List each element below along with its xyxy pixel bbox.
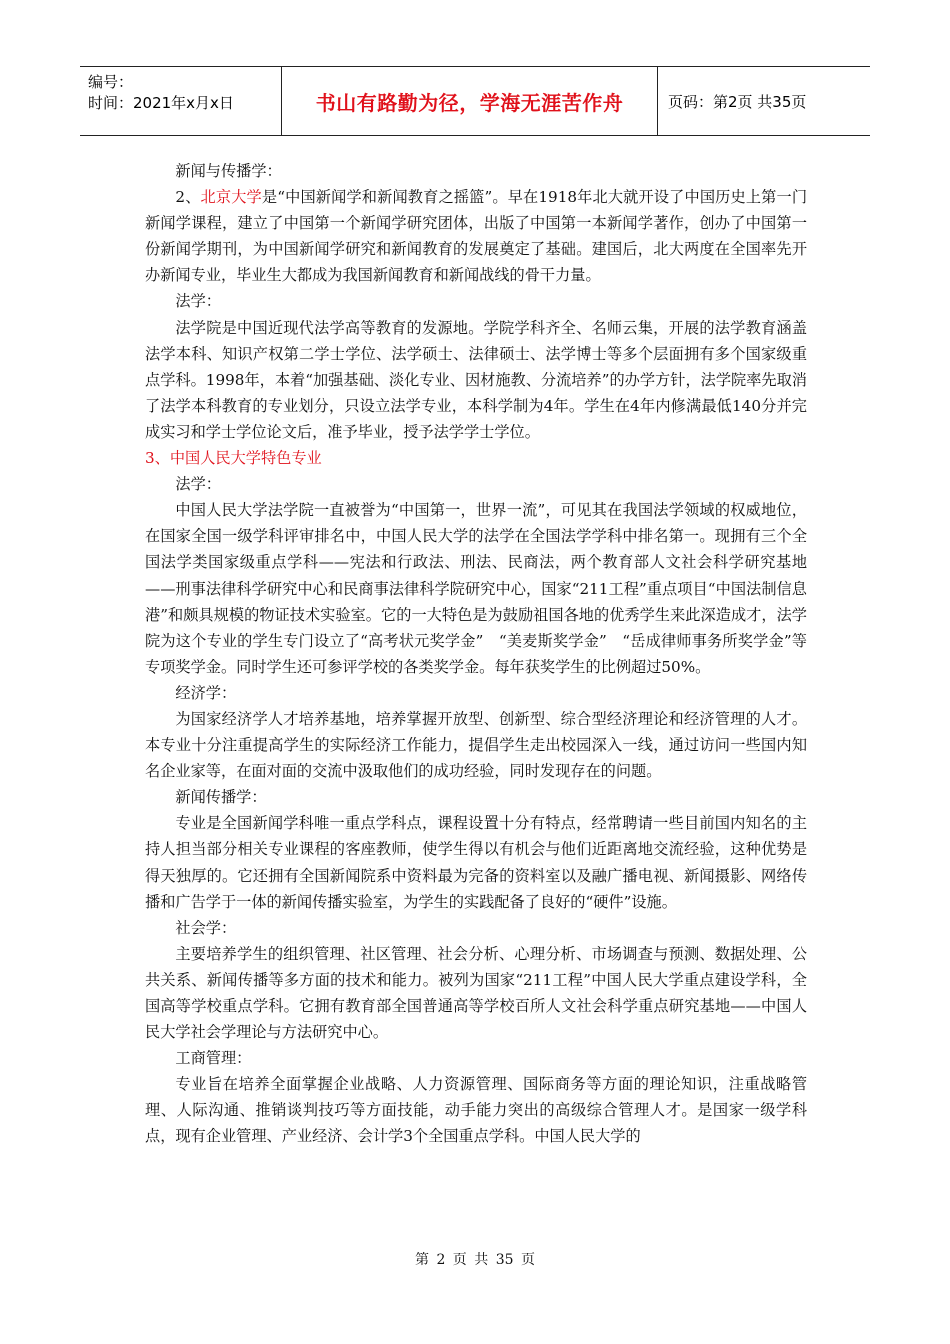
header-page-info: 页码：第2页 共35页 [668,92,807,111]
subheading-ruc-law: 法学： [175,475,221,494]
subheading-economics: 经济学： [175,683,237,702]
section-heading-ruc: 3、中国人民大学特色专业 [145,449,322,468]
page-header [80,66,870,136]
header-meta [80,67,282,135]
page-footer: 第 2 页 共 35 页 [415,1252,535,1268]
paragraph-ruc-law: 中国人民大学法学院一直被誉为“中国第一，世界一流”，可见其在我国法学领域的权威地位，在国家全国一级学科评审排名中，中国人民大学的法学在全国法学学科中排名第一。现拥有三个全国法学类国家级重点学科——宪法和行政法、刑法、民商法，两个教育部人文社会科学研究基地——刑事法律科学研究中心和民商事法律科学院研究中心，国家“211工程”重点项目“中国法制信息港”和颇具规模的物证技术实验室。它的一大特色是为鼓励祖国各地的优秀学生来此深造成才，法学院为这个专业的学生专门设立了“高考状元奖学金” “美麦斯奖学金” “岳成律师事务所奖学金”等专项奖学金。同时学生还可参评学校的各类奖学金。每年获奖学生的比例超过50%。 [145,501,807,676]
subheading-sociology: 社会学： [175,918,237,937]
paragraph-business: 专业旨在培养全面掌握企业战略、人力资源管理、国际商务等方面的理论知识，注重战略管理、人际沟通、推销谈判技巧等方面技能，动手能力突出的高级综合管理人才。是国家一级学科点，现有企业管理、产业经济、会计学3个全国重点学科。中国人民大学的 [145,1075,807,1146]
subheading-law: 法学： [175,292,221,311]
header-motto: 书山有路勤为径，学海无涯苦作舟 [282,67,658,135]
paragraph-text: 是“中国新闻学和新闻教育之摇篮”。早在1918年北大就开设了中国历史上第一门新闻学课程，建立了中国第一个新闻学研究团体，出版了中国第一本新闻学著作，创办了中国第一份新闻学期刊，为中国新闻学研究和新闻教育的发展奠定了基础。建国后，北大两度在全国率先开办新闻专业，毕业生大都成为我国新闻教育和新闻战线的骨干力量。 [145,188,808,285]
subheading-ruc-journalism: 新闻传播学： [175,788,267,807]
paragraph-pku-journalism [145,184,807,288]
paragraph-ruc-journalism: 专业是全国新闻学科唯一重点学科点，课程设置十分有特点，经常聘请一些目前国内知名的主持人担当部分相关专业课程的客座教师，使学生得以有机会与他们近距离地交流经验，这种优势是得天独厚的。它还拥有全国新闻院系中资料最为完备的资料室以及融广播电视、新闻摄影、网络传播和广告学于一体的新闻传播实验室，为学生的实践配备了良好的“硬件”设施。 [145,814,807,911]
header-number-label: 编号： [88,73,134,91]
header-date: 时间：2021年x月x日 [88,94,234,112]
subheading-journalism: 新闻与传播学： [175,162,282,180]
paragraph-pku-law: 法学院是中国近现代法学高等教育的发源地。学院学科齐全、名师云集，开展的法学教育涵盖法学本科、知识产权第二学士学位、法学硕士、法律硕士、法学博士等多个层面拥有多个国家级重点学科。1998年，本着“加强基础、淡化专业、因材施教、分流培养”的办学方针，法学院率先取消了法学本科教育的专业划分，只设立法学专业，本科学制为4年。学生在4年内修满最低140分并完成实习和学士学位论文后，准予毕业，授予法学学士学位。 [145,318,807,441]
paragraph-sociology: 主要培养学生的组织管理、社区管理、社会分析、心理分析、市场调查与预测、数据处理、公共关系、新闻传播等多方面的技术和能力。被列为国家“211工程”中国人民大学重点建设学科，全国高等学校重点学科。它拥有教育部全国普通高等学校百所人文社会科学重点研究基地——中国人民大学社会学理论与方法研究中心。 [145,944,807,1042]
pku-link[interactable]: 北京大学 [200,188,262,207]
item-number: 2、 [175,188,201,207]
paragraph-economics: 为国家经济学人才培养基地，培养掌握开放型、创新型、综合型经济理论和经济管理的人才。本专业十分注重提高学生的实际经济工作能力，提倡学生走出校园深入一线，通过访问一些国内知名企业家等，在面对面的交流中汲取他们的成功经验，同时发现存在的问题。 [145,709,807,781]
subheading-business: 工商管理： [175,1049,252,1068]
document-body [145,158,807,1150]
